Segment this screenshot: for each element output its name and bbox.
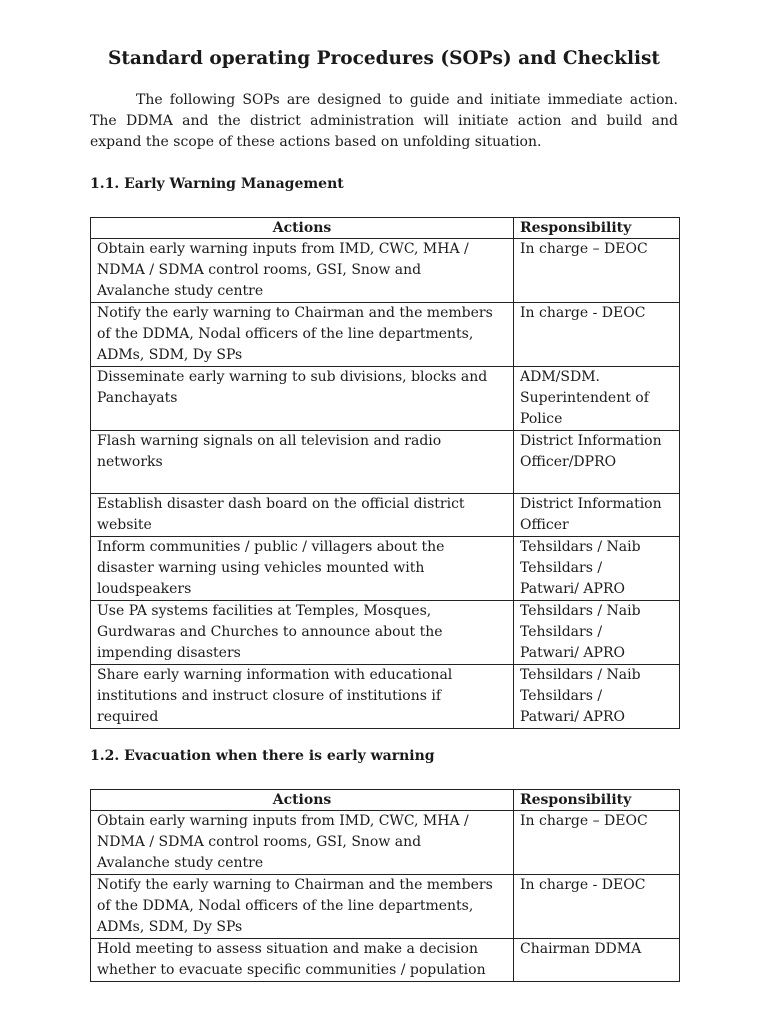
action-cell: Notify the early warning to Chairman and the members of the DDMA, Nodal officers of the line departments, ADMs, SDM, Dy SPs [91, 303, 514, 367]
responsibility-cell: In charge - DEOC [514, 875, 680, 939]
action-cell: Flash warning signals on all television and radio networks [91, 431, 514, 494]
action-cell: Share early warning information with educational institutions and instruct closure of institutions if required [91, 665, 514, 729]
section-heading-evacuation: 1.2. Evacuation when there is early warning [90, 748, 435, 764]
early-warning-table [90, 217, 680, 729]
responsibility-cell: In charge - DEOC [514, 303, 680, 367]
table-header-row [91, 790, 680, 811]
action-cell: Obtain early warning inputs from IMD, CWC, MHA / NDMA / SDMA control rooms, GSI, Snow and Avalanche study centre [91, 239, 514, 303]
table-row [91, 431, 680, 494]
responsibility-cell: District Information Officer [514, 494, 680, 537]
column-header-responsibility: Responsibility [514, 790, 680, 811]
responsibility-cell: Tehsildars / Naib Tehsildars / Patwari/ APRO [514, 601, 680, 665]
responsibility-cell: District Information Officer/DPRO [514, 431, 680, 494]
table-row [91, 537, 680, 601]
column-header-responsibility: Responsibility [514, 218, 680, 239]
table-header-row [91, 218, 680, 239]
responsibility-cell: ADM/SDM. Superintendent of Police [514, 367, 680, 431]
table-row [91, 665, 680, 729]
section-heading-early-warning: 1.1. Early Warning Management [90, 176, 344, 192]
table-row [91, 939, 680, 982]
table-row [91, 367, 680, 431]
column-header-actions: Actions [91, 218, 514, 239]
evacuation-table [90, 789, 680, 982]
action-cell: Hold meeting to assess situation and make a decision whether to evacuate specific communities / population [91, 939, 514, 982]
action-cell: Inform communities / public / villagers about the disaster warning using vehicles mounted with loudspeakers [91, 537, 514, 601]
table-row [91, 239, 680, 303]
responsibility-cell: Tehsildars / Naib Tehsildars / Patwari/ APRO [514, 665, 680, 729]
action-cell: Establish disaster dash board on the official district website [91, 494, 514, 537]
table-row [91, 303, 680, 367]
action-cell: Use PA systems facilities at Temples, Mosques, Gurdwaras and Churches to announce about the impending disasters [91, 601, 514, 665]
responsibility-cell: Tehsildars / Naib Tehsildars / Patwari/ APRO [514, 537, 680, 601]
action-cell: Disseminate early warning to sub divisions, blocks and Panchayats [91, 367, 514, 431]
table-row [91, 811, 680, 875]
responsibility-cell: In charge – DEOC [514, 811, 680, 875]
table-row [91, 494, 680, 537]
table-row [91, 601, 680, 665]
table-row [91, 875, 680, 939]
action-cell: Obtain early warning inputs from IMD, CWC, MHA / NDMA / SDMA control rooms, GSI, Snow and Avalanche study centre [91, 811, 514, 875]
responsibility-cell: In charge – DEOC [514, 239, 680, 303]
column-header-actions: Actions [91, 790, 514, 811]
page-title: Standard operating Procedures (SOPs) and Checklist [108, 48, 660, 69]
action-cell: Notify the early warning to Chairman and the members of the DDMA, Nodal officers of the line departments, ADMs, SDM, Dy SPs [91, 875, 514, 939]
responsibility-cell: Chairman DDMA [514, 939, 680, 982]
intro-paragraph: The following SOPs are designed to guide and initiate immediate action. The DDMA and the district administration will initiate action and build and expand the scope of these actions based on unfolding situation. [90, 92, 678, 150]
